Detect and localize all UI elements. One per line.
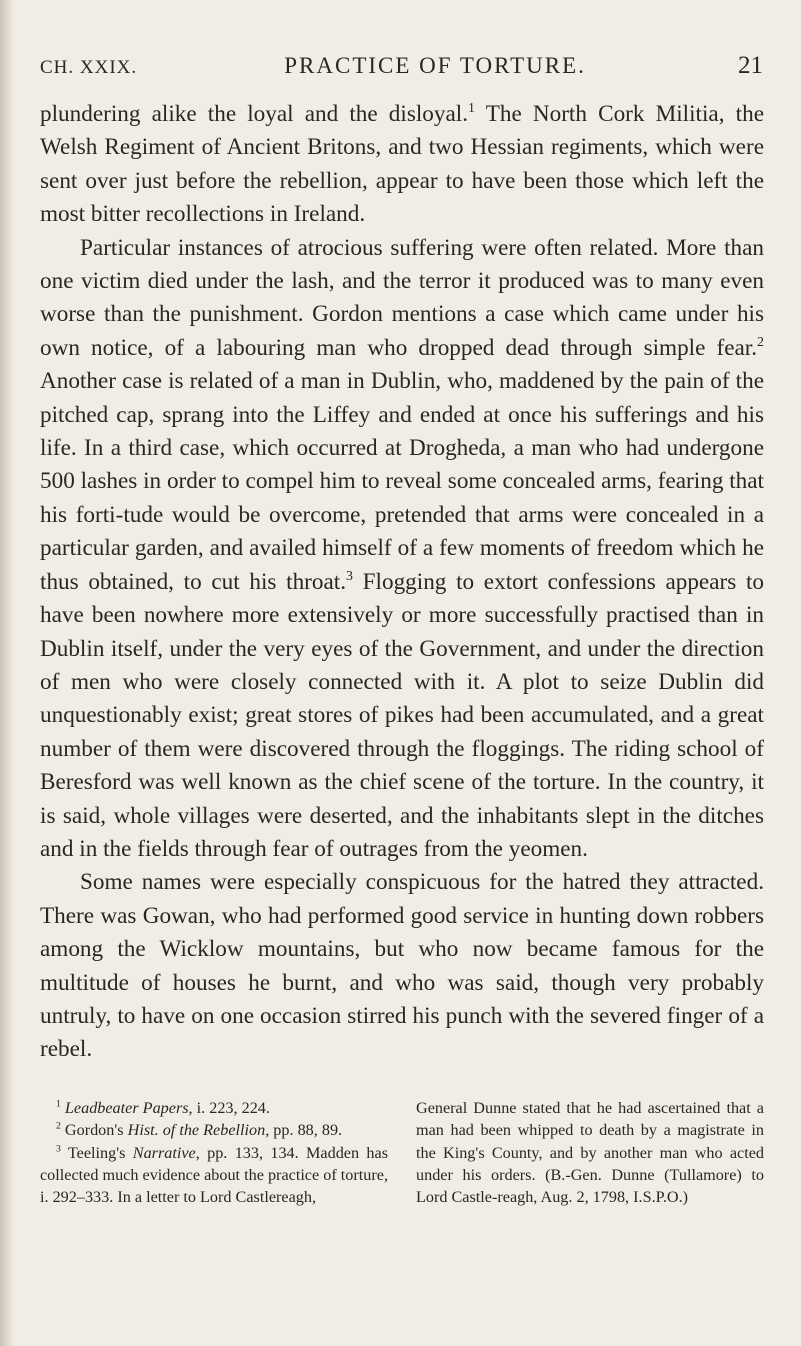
page-number: 21	[738, 52, 763, 79]
footnote-3-continued: General Dunne stated that he had ascertained that a man had been whipped to death by a magistrate in the King's County, and by another man who acted under his orders. (B.-Gen. Dunne (Tullamore) to Lord Castle-reagh, Aug. 2, 1798, I.S.P.O.)	[416, 1098, 764, 1207]
chapter-label: CH. XXIX.	[40, 57, 138, 78]
footnote-text: Gordon's	[64, 1121, 128, 1140]
footnote-text: , pp. 88, 89.	[265, 1121, 343, 1140]
footnotes-left-column	[40, 1097, 388, 1209]
text-run: Another case is related of a man in Dublin, who, maddened by the pain of the pitched cap, sprang into the Liffey and ended at once his sufferings and his life. In a third case, which occurred at Drogheda, a man who had undergone 500 lashes in order to compel him to reveal some concealed arms, fearing that his forti-tude would be overcome, pretended that arms were concealed in a particular garden, and availed himself of a few moments of freedom which he thus obtained, to cut his throat.	[40, 368, 764, 595]
footnote-text: Teeling's	[67, 1143, 133, 1162]
footnote-number: 1	[56, 1098, 61, 1110]
footnote-3	[40, 1142, 388, 1209]
footnote-text: , pp. 133, 134. Madden has collected much evidence about the practice of torture, i. 292–333. In a letter to Lord Castlereagh,	[40, 1143, 388, 1207]
footnote-number: 3	[56, 1143, 61, 1155]
footnote-title: Narrative	[132, 1143, 196, 1162]
footnote-ref-1: 1	[468, 100, 475, 116]
text-run: Some names were especially conspicuous for the hatred they attracted. There was Gowan, who had performed good service in hunting down robbers among the Wicklow mountains, but who now became famous for the multitude of houses he burnt, and who was said, though very probably untruly, to have on one occasion stirred his punch with the severed finger of a rebel.	[40, 869, 764, 1063]
text-run: The North Cork Militia, the Welsh Regiment of Ancient Britons, and two Hessian regiments, which were sent over just before the rebellion, appear to have been those which left the most bitter recollections in Ireland.	[40, 101, 764, 228]
text-run: plundering alike the loyal and the disloyal.	[40, 101, 469, 127]
footnote-2	[40, 1119, 388, 1141]
footnote-title: Leadbeater Papers	[64, 1098, 189, 1117]
footnotes	[40, 1097, 764, 1209]
page-binding-edge	[0, 0, 14, 1346]
running-title: PRACTICE OF TORTURE.	[284, 53, 586, 78]
footnotes-right-column	[416, 1097, 764, 1209]
paragraph-3	[40, 866, 764, 1066]
running-head	[40, 52, 764, 92]
footnote-1	[40, 1097, 388, 1119]
text-run: Flogging to extort confessions appears to have been nowhere more extensively or more successfully practised than in Dublin itself, under the very eyes of the Government, and under the direction of men who were closely connected with it. A plot to seize Dublin did unquestionably exist; great stores of pikes had been accumulated, and a great number of them were discovered through the floggings. The riding school of Beresford was well known as the chief scene of the torture. In the country, it is said, whole villages were deserted, and the inhabitants slept in the ditches and in the fields through fear of outrages from the yeomen.	[40, 568, 764, 862]
footnote-ref-2: 2	[757, 334, 764, 350]
text-run: Particular instances of atrocious suffering were often related. More than one victim died under the lash, and the terror it produced was to many even worse than the punishment. Gordon mentions a case which came under his own notice, of a labouring man who dropped dead through simple fear.	[40, 234, 764, 361]
footnote-title: Hist. of the Rebellion	[127, 1121, 266, 1140]
book-page	[40, 52, 764, 1209]
paragraph-2	[40, 232, 764, 867]
paragraph-1	[40, 98, 764, 232]
body-text	[40, 98, 764, 1067]
footnote-number: 2	[56, 1120, 61, 1132]
footnote-ref-3: 3	[346, 568, 353, 584]
footnote-text: , i. 223, 224.	[188, 1098, 270, 1117]
